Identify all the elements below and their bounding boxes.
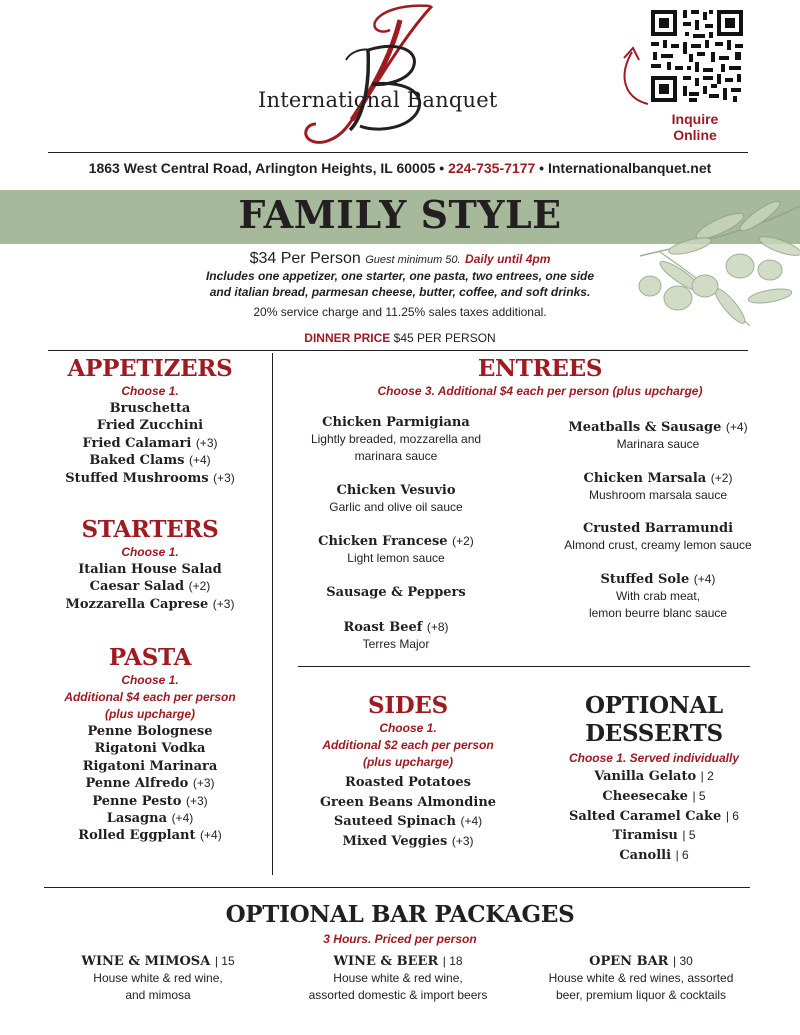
section-title: PASTA [108,644,192,671]
daily-note: Daily until 4pm [465,252,551,266]
bar-package: WINE & BEER | 18 House white & red wine, assorted domestic & import beers [308,954,488,1003]
entree-item: Stuffed Sole (+4) With crab meat, lemon beurre blanc sauce [588,572,728,620]
dinner-price-value: $45 PER PERSON [393,331,496,345]
entree-item: Roast Beef (+8) Terres Major [343,620,449,651]
menu-item: Salted Caramel Cake | 6 [569,808,739,824]
monogram-graphic [250,0,510,150]
menu-item: Rigatoni Vodka [94,741,206,757]
menu-item: Roasted Potatoes [345,775,471,790]
phone-number[interactable]: 224-735-7177 [448,160,536,176]
includes-text [0,268,800,300]
logo [250,0,510,150]
menu-item: Italian House Salad [78,562,222,577]
logo-wordmark: International Banquet [258,88,498,112]
section-note: Choose 1. [121,545,179,559]
inquire-line: Inquire [671,111,719,127]
sides-section [298,692,518,851]
dinner-price-label: DINNER PRICE [304,331,391,345]
online-line: Online [673,127,717,143]
includes-line: Includes one appetizer, one starter, one pasta, two entrees, one side [205,269,595,283]
section-title: APPETIZERS [67,355,233,382]
inquire-online-label[interactable] [650,111,740,143]
entree-item: Chicken Vesuvio Garlic and olive oil sauce [329,483,463,514]
entrees-header [280,355,800,400]
entree-item: Chicken Marsala (+2) Mushroom marsala sauce [583,471,733,502]
price: $34 Per Person [249,250,361,267]
bullet: • [539,160,545,176]
menu-item: Canolli | 6 [619,848,689,864]
bullet: • [439,160,445,176]
menu-item: Baked Clams (+4) [89,453,211,469]
column-divider [272,353,273,875]
bar-packages-title: OPTIONAL BAR PACKAGES [225,901,575,928]
menu-item: Rigatoni Marinara [82,758,218,774]
section-note: Choose 1. [379,721,437,735]
menu-item: Mozzarella Caprese (+3) [65,596,235,612]
entree-item: Meatballs & Sausage (+4) Marinara sauce [568,420,748,451]
menu-item: Green Beans Almondine [319,794,497,810]
section-note: Choose 3. Additional $4 each per person (plus upcharge) [377,384,703,398]
entree-item: Crusted Barramundi Almond crust, creamy lemon sauce [564,521,752,552]
desserts-section [548,692,760,866]
menu-item: Sauteed Spinach (+4) [333,814,483,829]
menu-item: Mixed Veggies (+3) [342,833,474,849]
service-charge: 20% service charge and 11.25% sales taxes additional. [253,305,547,319]
menu-item: Penne Alfredo (+3) [85,776,215,792]
pasta-section [30,644,270,845]
website-link[interactable]: Internationalbanquet.net [547,160,712,176]
includes-line: and italian bread, parmesan cheese, butter, coffee, and soft drinks. [209,285,591,299]
menu-item: Rolled Eggplant (+4) [78,828,222,844]
section-note: Choose 1. Served individually [568,751,740,765]
section-note: Choose 1. [121,384,179,398]
dinner-price [0,331,800,345]
menu-item: Penne Pesto (+3) [92,793,208,809]
entree-item: Sausage & Peppers [326,585,466,600]
section-note: Additional $2 each per person [322,738,494,752]
section-note: (plus upcharge) [104,707,195,721]
entree-item: Chicken Francese (+2) Light lemon sauce [318,534,474,565]
menu-item: Bruschetta [109,401,191,416]
qr-code[interactable] [649,8,745,104]
page-title: FAMILY STYLE [238,192,562,237]
bar-packages-note: 3 Hours. Priced per person [323,932,477,946]
menu-item: Fried Zucchini [96,418,204,434]
section-title: SIDES [368,692,448,719]
menu-item: Caesar Salad (+2) [89,579,211,595]
price-line [0,250,800,268]
divider [48,152,748,153]
starters-section [30,516,270,613]
bar-package: WINE & MIMOSA | 15 House white & red wine, and mimosa [81,954,235,1003]
menu-item: Penne Bolognese [87,724,213,739]
street-address: 1863 West Central Road, Arlington Heights, IL 60005 [88,160,436,176]
section-note: Choose 1. [121,673,179,687]
appetizers-section [30,355,270,487]
menu-item: Fried Calamari (+3) [82,435,218,451]
menu-item: Tiramisu | 5 [612,828,696,844]
guest-minimum: Guest minimum 50. [365,254,461,266]
menu-item: Vanilla Gelato | 2 [594,769,714,784]
menu-item: Lasagna (+4) [106,811,194,827]
menu-item: Cheesecake | 5 [602,788,706,804]
bar-package: OPEN BAR | 30 House white & red wines, assorted beer, premium liquor & cocktails [548,954,734,1003]
divider [48,350,748,351]
section-title: ENTREES [477,355,603,382]
section-note: (plus upcharge) [362,755,453,769]
section-title: DESSERTS [585,720,723,747]
section-note: Additional $4 each per person [64,690,236,704]
divider [44,887,750,888]
section-title: OPTIONAL [585,692,723,719]
section-title: STARTERS [81,516,219,543]
divider [298,666,750,667]
menu-item: Stuffed Mushrooms (+3) [65,470,235,486]
address-line [0,160,800,176]
entree-item: Chicken Parmigiana Lightly breaded, mozzarella and marinara sauce [310,415,482,463]
